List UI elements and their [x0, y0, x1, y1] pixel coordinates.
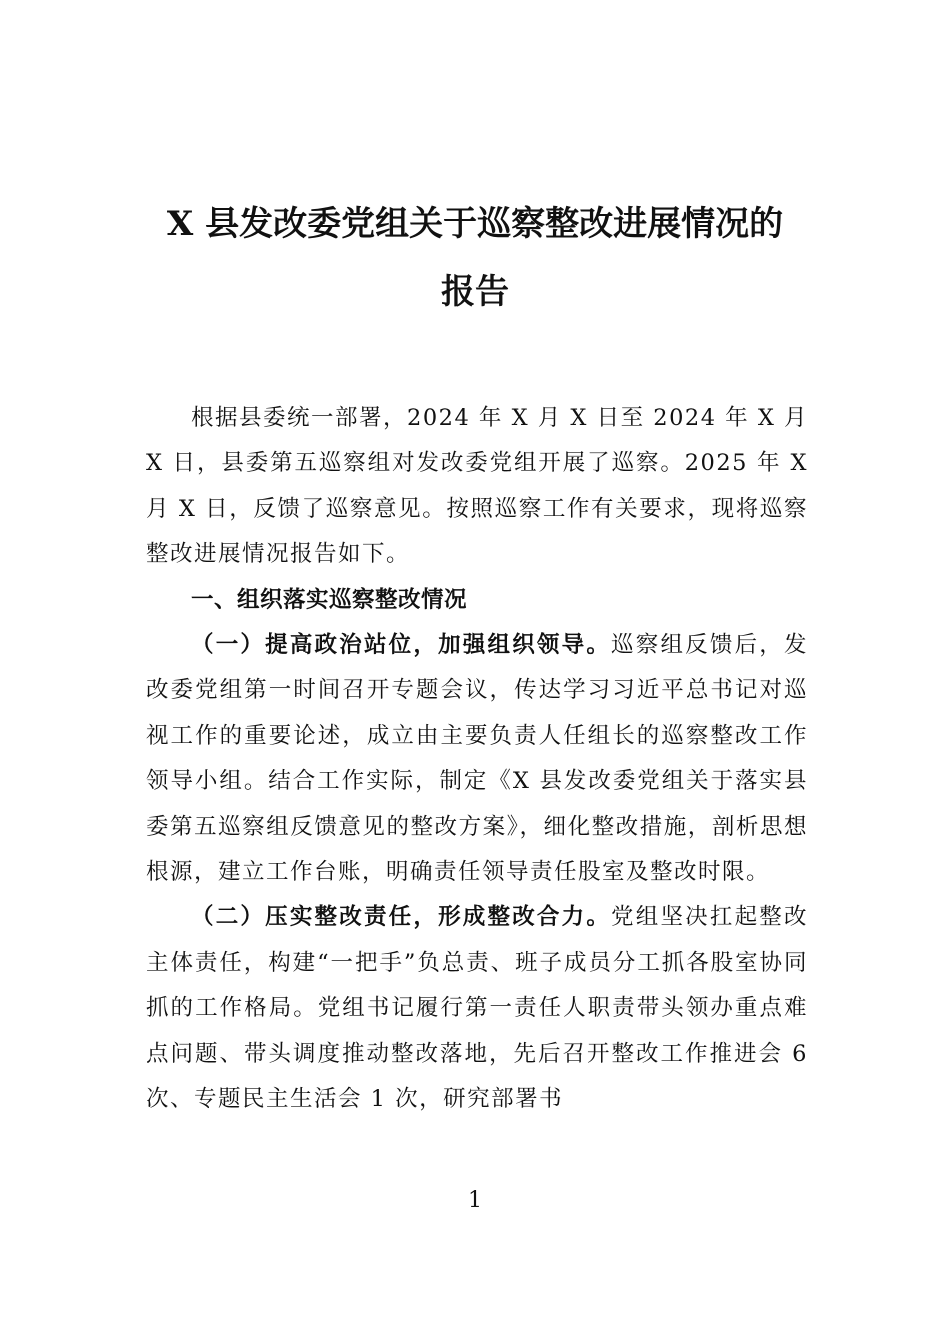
intro-paragraph: 根据县委统一部署，2024 年 X 月 X 日至 2024 年 X 月 X 日，县委第五巡察组对发改委党组开展了巡察。2025 年 X 月 X 日，反馈了巡察意见。按照巡察工作有关要求，现将巡察整改进展情况报告如下。 — [146, 405, 808, 568]
subsection-1-lead: （一）提高政治站位，加强组织领导。 — [191, 632, 612, 659]
document-title-line-1: X 县发改委党组关于巡察整改进展情况的 — [166, 204, 784, 244]
page-number: 1 — [468, 1188, 482, 1213]
subsection-1-paragraph — [146, 623, 808, 895]
document-body — [146, 396, 808, 1123]
subsection-1-body: 巡察组反馈后，发改委党组第一时间召开专题会议，传达学习习近平总书记对巡视工作的重要论述，成立由主要负责人任组长的巡察整改工作领导小组。结合工作实际，制定《X 县发改委党组关于落实县委第五巡察组反馈意见的整改方案》，细化整改措施，剖析思想根源，建立工作台账，明确责任领导责任股室及整改时限。 — [146, 632, 808, 886]
subsection-2-lead: （二）压实整改责任，形成整改合力。 — [191, 904, 612, 931]
document-title-line-2: 报告 — [441, 272, 509, 312]
subsection-2-paragraph — [146, 895, 808, 1122]
section-heading-1: 一、组织落实巡察整改情况 — [191, 586, 468, 613]
subsection-2-body: 党组坚决扛起整改主体责任，构建“一把手”负总责、班子成员分工抓各股室协同抓的工作格局。党组书记履行第一责任人职责带头领办重点难点问题、带头调度推动整改落地，先后召开整改工作推进会 6 次、专题民主生活会 1 次，研究部署书 — [146, 904, 808, 1113]
